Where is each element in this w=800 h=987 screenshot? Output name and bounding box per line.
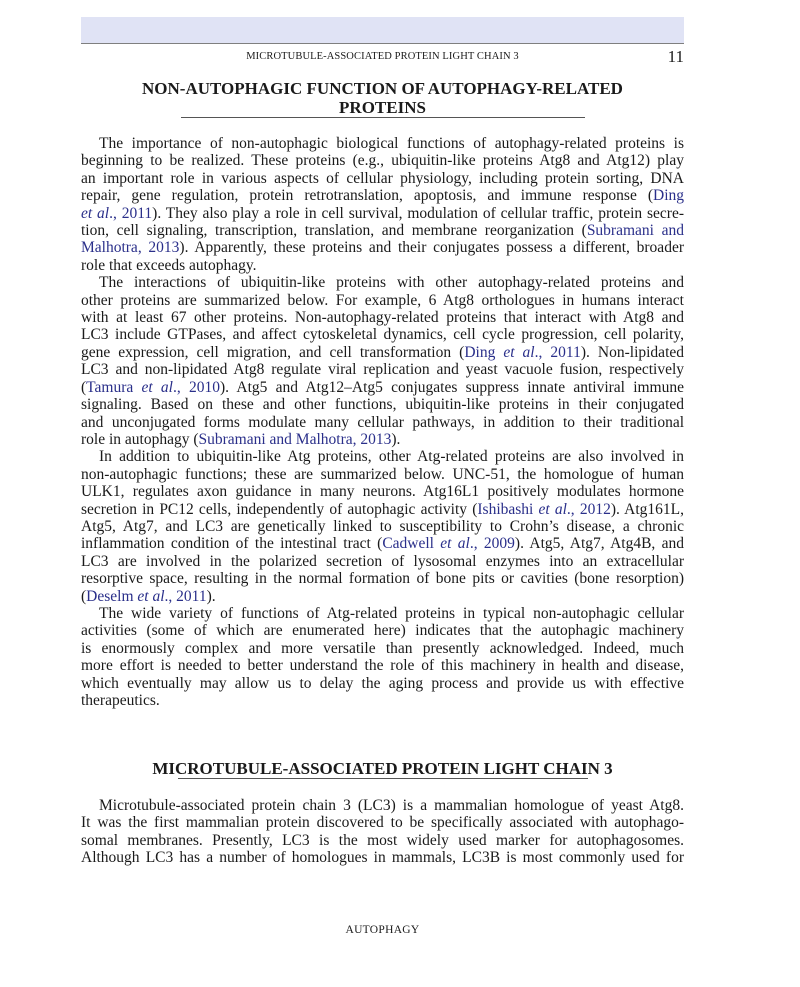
text-run: ). bbox=[206, 587, 216, 605]
text-line bbox=[81, 379, 684, 396]
text-line bbox=[81, 274, 684, 291]
text-line bbox=[81, 814, 684, 831]
text-run: more effort is needed to better understand the role of this machinery in health and disease, bbox=[81, 657, 684, 675]
text-line bbox=[81, 309, 684, 326]
citation-link[interactable]: Ding bbox=[464, 343, 504, 361]
text-line bbox=[81, 152, 684, 169]
text-line bbox=[81, 170, 684, 187]
text-line bbox=[81, 622, 684, 639]
section-heading-lc3: MICROTUBULE-ASSOCIATED PROTEIN LIGHT CHAIN 3 bbox=[152, 759, 613, 778]
text-run: It was the first mammalian protein discovered to be specifically associated with autophago- bbox=[81, 814, 684, 832]
citation-link[interactable]: ., 2010 bbox=[173, 378, 220, 396]
footer-label: AUTOPHAGY bbox=[345, 924, 420, 936]
text-line bbox=[81, 448, 684, 465]
text-line bbox=[81, 570, 684, 587]
citation-link[interactable]: ., 2011 bbox=[109, 204, 153, 222]
section-heading-non-autophagic bbox=[81, 79, 684, 117]
text-run: activities (some of which are enumerated here) indicates that the autophagic machinery bbox=[81, 622, 684, 640]
citation-link[interactable]: Subramani and Malhotra, 2013 bbox=[198, 430, 392, 448]
text-run: The interactions of ubiquitin-like proteins with other autophagy-related proteins and bbox=[99, 274, 684, 292]
text-run: inflammation condition of the intestinal tract ( bbox=[81, 535, 383, 553]
text-line bbox=[81, 483, 684, 500]
citation-link[interactable]: et al bbox=[141, 378, 173, 396]
citation-link[interactable]: Ding bbox=[653, 187, 684, 205]
text-run: role that exceeds autophagy. bbox=[81, 256, 257, 274]
citation-link[interactable]: ., 2011 bbox=[534, 343, 581, 361]
text-line bbox=[81, 239, 684, 256]
running-head bbox=[81, 48, 684, 68]
text-line bbox=[81, 414, 684, 431]
text-line bbox=[81, 361, 684, 378]
text-run: secretion in PC12 cells, independently of autophagic activity ( bbox=[81, 500, 478, 518]
running-title: MICROTUBULE-ASSOCIATED PROTEIN LIGHT CHAIN 3 bbox=[246, 51, 519, 62]
text-line bbox=[81, 326, 684, 343]
text-run: ). Atg5 and Atg12–Atg5 conjugates suppress innate antiviral immune bbox=[219, 378, 684, 396]
text-line bbox=[81, 553, 684, 570]
text-line bbox=[81, 222, 684, 239]
text-run: LC3 and non-lipidated Atg8 regulate viral replication and yeast vacuole fusion, respectively bbox=[81, 361, 684, 379]
text-line bbox=[81, 396, 684, 413]
text-line bbox=[81, 292, 684, 309]
text-run: resorptive space, resulting in the normal formation of bone pits or cavities (bone resorption) bbox=[81, 570, 684, 588]
citation-link[interactable]: et al bbox=[81, 204, 110, 222]
text-run: Although LC3 has a number of homologues in mammals, LC3B is most commonly used for bbox=[81, 849, 684, 867]
text-run: ). They also play a role in cell survival, modulation of cellular traffic, protein secre- bbox=[152, 204, 684, 222]
citation-link[interactable]: Cadwell bbox=[382, 535, 441, 553]
text-run: and unconjugated forms modulate many cellular pathways, in addition to their traditional bbox=[81, 413, 684, 431]
text-line bbox=[81, 466, 684, 483]
text-line bbox=[81, 849, 684, 866]
text-line bbox=[81, 501, 684, 518]
text-line bbox=[81, 205, 684, 222]
section-heading-underline bbox=[181, 117, 585, 118]
text-run: other proteins are summarized below. For example, 6 Atg8 orthologues in humans interact bbox=[81, 291, 684, 309]
text-run: LC3 are involved in the polarized secretion of lysosomal enzymes into an extracellular bbox=[81, 552, 684, 570]
text-run: beginning to be realized. These proteins (e.g., ubiquitin-like proteins Atg8 and Atg12) play bbox=[81, 152, 684, 170]
text-line bbox=[81, 135, 684, 152]
citation-link[interactable]: ., 2009 bbox=[469, 535, 515, 553]
text-line bbox=[81, 257, 684, 274]
citation-link[interactable]: Tamura bbox=[86, 378, 142, 396]
text-run: repair, gene regulation, protein retrotranslation, apoptosis, and immune response ( bbox=[81, 187, 653, 205]
text-line bbox=[81, 832, 684, 849]
text-run: somal membranes. Presently, LC3 is the most widely used marker for autophagosomes. bbox=[81, 831, 684, 849]
text-line bbox=[81, 657, 684, 674]
text-run: The importance of non-autophagic biological functions of autophagy-related proteins is bbox=[99, 135, 684, 152]
text-line bbox=[81, 431, 684, 448]
text-run: therapeutics. bbox=[81, 692, 160, 709]
text-run: is enormously complex and more versatile than presently acknowledged. Indeed, much bbox=[81, 639, 684, 657]
section-body-lc3 bbox=[81, 797, 684, 867]
citation-link[interactable]: ., 2012 bbox=[566, 500, 611, 518]
text-line bbox=[81, 640, 684, 657]
text-run: an important role in various aspects of cellular physiology, including protein sorting, DNA bbox=[81, 169, 684, 187]
text-line bbox=[81, 187, 684, 204]
text-run: role in autophagy ( bbox=[81, 430, 199, 448]
citation-link[interactable]: et al bbox=[137, 587, 165, 605]
text-run: In addition to ubiquitin-like Atg proteins, other Atg-related proteins are also involved in bbox=[99, 448, 684, 466]
citation-link[interactable]: Ishibashi bbox=[477, 500, 539, 518]
text-run: ). Atg161L, bbox=[610, 500, 685, 518]
citation-link[interactable]: et al bbox=[503, 343, 535, 361]
text-run: ). Atg5, Atg7, Atg4B, and bbox=[514, 535, 684, 553]
citation-link[interactable]: Deselm bbox=[86, 587, 138, 605]
section-heading-lc3-underline bbox=[178, 778, 588, 779]
text-run: with at least 67 other proteins. Non-autophagy-related proteins that interact with Atg8 and bbox=[81, 309, 684, 327]
text-run: ). Non-lipidated bbox=[580, 343, 684, 361]
text-line bbox=[81, 518, 684, 535]
text-run: LC3 include GTPases, and affect cytoskeletal dynamics, cell cycle progression, cell polarity, bbox=[81, 326, 684, 344]
text-run: ( bbox=[81, 378, 87, 396]
section-heading-line-1: NON-AUTOPHAGIC FUNCTION OF AUTOPHAGY-RELATED bbox=[142, 79, 623, 98]
citation-link[interactable]: et al bbox=[538, 500, 567, 518]
citation-link[interactable]: et al bbox=[440, 535, 470, 553]
text-run: ). Apparently, these proteins and their conjugates possess a different, broader bbox=[179, 239, 684, 257]
text-run: gene expression, cell migration, and cell transformation ( bbox=[81, 343, 465, 361]
text-run: Atg5, Atg7, and LC3 are genetically linked to susceptibility to Crohn’s disease, a chronic bbox=[81, 517, 684, 535]
text-line bbox=[81, 344, 684, 361]
citation-link[interactable]: Malhotra, 2013 bbox=[81, 239, 180, 257]
text-run: ). bbox=[391, 430, 401, 448]
citation-link[interactable]: Subramani and bbox=[586, 222, 684, 240]
header-rule bbox=[81, 43, 684, 44]
text-line bbox=[81, 692, 684, 709]
text-run: ULK1, regulates axon guidance in many neurons. Atg16L1 positively modulates hormone bbox=[81, 483, 684, 501]
text-run: tion, cell signaling, transcription, translation, and membrane reorganization ( bbox=[81, 222, 587, 240]
text-line bbox=[81, 535, 684, 552]
text-run: The wide variety of functions of Atg-related proteins in typical non-autophagic cellular bbox=[99, 604, 684, 622]
section-heading-line-2: PROTEINS bbox=[339, 98, 426, 117]
text-line bbox=[81, 797, 684, 814]
text-line bbox=[81, 605, 684, 622]
page-number: 11 bbox=[667, 47, 684, 66]
text-run: ( bbox=[81, 587, 87, 605]
text-run: signaling. Based on these and other functions, ubiquitin-like proteins in their conjugated bbox=[81, 396, 684, 414]
header-band bbox=[81, 17, 684, 43]
text-line bbox=[81, 675, 684, 692]
citation-link[interactable]: ., 2011 bbox=[164, 587, 207, 605]
section-body-non-autophagic bbox=[81, 135, 684, 709]
text-line bbox=[81, 588, 684, 605]
text-run: which eventually may allow us to delay the aging process and provide us with effective bbox=[81, 674, 684, 692]
text-run: non-autophagic functions; these are summarized below. UNC-51, the homologue of human bbox=[81, 465, 684, 483]
text-run: Microtubule-associated protein chain 3 (LC3) is a mammalian homologue of yeast Atg8. bbox=[99, 797, 684, 814]
